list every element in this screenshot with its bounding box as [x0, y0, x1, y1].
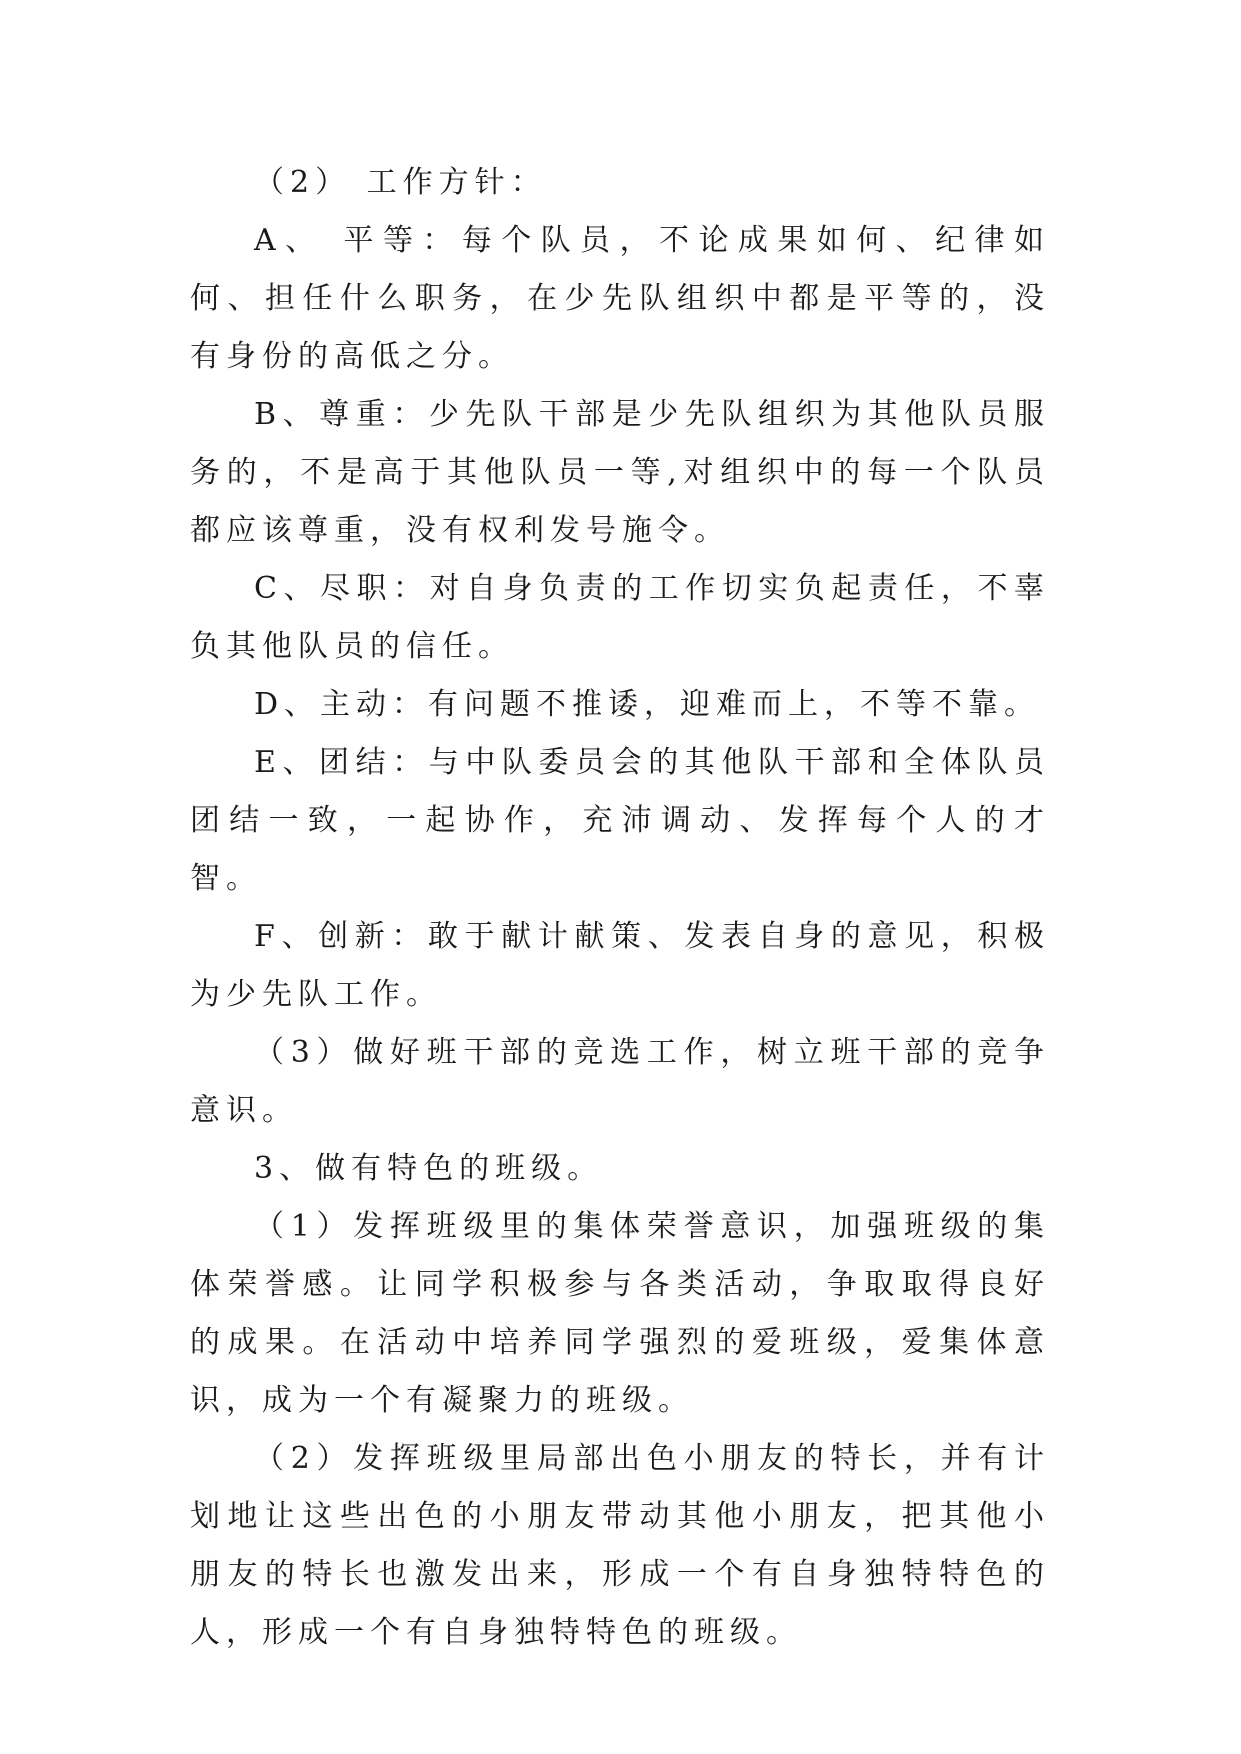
paragraph-talents: （2）发挥班级里局部出色小朋友的特长，并有计划地让这些出色的小朋友带动其他小朋友，把其他小朋友的特长也激发出来，形成一个有自身独特特色的人，形成一个有自身独特特色的班级。	[190, 1441, 1050, 1650]
paragraph-respect: B、尊重：少先队干部是少先队组织为其他队员服务的，不是高于其他队员一等,对组织中的每一个队员都应该尊重，没有权利发号施令。	[190, 397, 1050, 548]
paragraph-collective-honor: （1）发挥班级里的集体荣誉意识，加强班级的集体荣誉感。让同学积极参与各类活动，争取取得良好的成果。在活动中培养同学强烈的爱班级，爱集体意识，成为一个有凝聚力的班级。	[190, 1209, 1050, 1418]
paragraph-equality: A、 平等：每个队员，不论成果如何、纪律如何、担任什么职务，在少先队组织中都是平等的，没有身份的高低之分。	[190, 223, 1050, 374]
paragraph-unity: E、团结：与中队委员会的其他队干部和全体队员团结一致，一起协作，充沛调动、发挥每个人的才智。	[190, 745, 1050, 896]
paragraph-duty: C、尽职：对自身负责的工作切实负起责任，不辜负其他队员的信任。	[190, 571, 1050, 664]
paragraph-innovation: F、创新：敢于献计献策、发表自身的意见，积极为少先队工作。	[190, 919, 1050, 1012]
paragraph-initiative: D、主动：有问题不推诿，迎难而上，不等不靠。	[254, 687, 1041, 722]
paragraph-election: （3）做好班干部的竞选工作，树立班干部的竞争意识。	[190, 1035, 1050, 1128]
document-body	[190, 154, 1050, 1662]
paragraph-work-policy-heading: （2） 工作方针：	[254, 165, 547, 200]
paragraph-section-3-heading: 3、做有特色的班级。	[254, 1151, 604, 1186]
